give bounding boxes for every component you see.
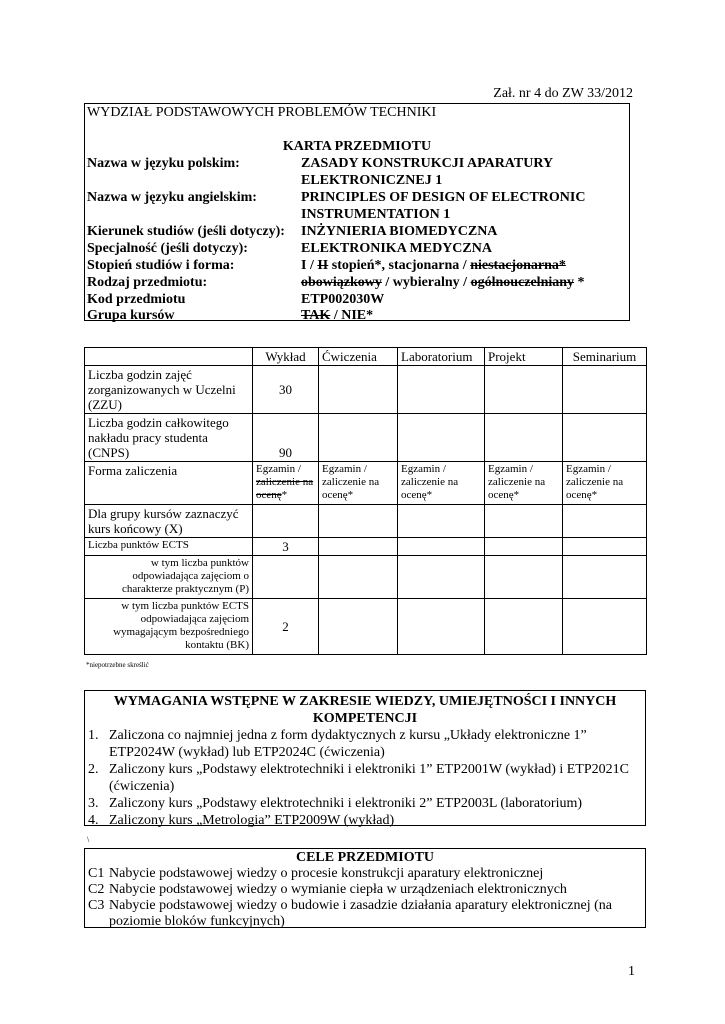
table-cell	[563, 599, 647, 655]
course-group-label: Grupa kursów	[87, 308, 175, 323]
list-item	[85, 812, 635, 829]
level-mode: stopień*, stacjonarna /	[328, 258, 471, 273]
prerequisites-box	[84, 690, 646, 826]
card-title: KARTA PRZEDMIOTU	[282, 139, 432, 154]
direct-contact-points-value: 2	[253, 599, 319, 655]
final-course-label: Dla grupy kursów zaznaczyć kurs końcowy (X)	[85, 505, 253, 538]
prerequisite-text: Zaliczony kurs „Podstawy elektrotechniki i elektroniki 1” ETP2001W (wykład) i ETP2021C (ćwiczenia)	[109, 762, 629, 794]
table-cell	[253, 505, 319, 538]
direct-contact-points-label: w tym liczba punktów ECTS odpowiadająca zajęciom wymagającym bezpośredniego kontaktu (BK)	[85, 599, 253, 655]
ects-label: Liczba punktów ECTS	[85, 538, 253, 556]
table-cell	[485, 556, 563, 599]
specialty-label: Specjalność (jeśli dotyczy):	[87, 241, 248, 256]
prerequisite-text: Zaliczony kurs „Podstawy elektrotechniki i elektroniki 2” ETP2003L (laboratorium)	[109, 796, 583, 811]
assessment-form-exercises: Egzamin / zaliczenie na ocenę*	[319, 462, 398, 505]
goal-text: Nabycie podstawowej wiedzy o budowie i zasadzie działania aparatury elektronicznej (na poziomie bloków funkcyjnych)	[109, 898, 613, 929]
list-item	[85, 795, 635, 812]
list-number: 1.	[88, 728, 99, 743]
field-label: Kierunek studiów (jeśli dotyczy):	[87, 224, 285, 239]
course-card-box	[84, 103, 630, 321]
table-cell	[485, 599, 563, 655]
table-cell	[398, 599, 485, 655]
table-cell	[398, 538, 485, 556]
level-value	[301, 257, 566, 274]
assessment-form-lecture	[253, 462, 319, 505]
table-cell	[563, 505, 647, 538]
name-en-label: Nazwa w języku angielskim:	[87, 190, 257, 205]
table-row	[85, 538, 647, 556]
group-yes-struck: TAK	[301, 308, 331, 323]
prerequisite-text: Zaliczona co najmniej jedna z form dydaktycznych z kursu „Układy elektroniczne 1” ETP2024W (wykład) lub ETP2024C (ćwiczenia)	[109, 728, 587, 760]
course-group-value	[301, 307, 373, 324]
zzu-label: Liczba godzin zajęć zorganizowanych w Uczelni (ZZU)	[85, 366, 253, 414]
table-row	[85, 414, 647, 462]
table-cell	[398, 556, 485, 599]
name-pl-line2: ELEKTRONICZNEJ 1	[301, 173, 443, 188]
table-cell	[319, 599, 398, 655]
type-elective: / wybieralny /	[381, 275, 471, 290]
table-cell	[319, 366, 398, 414]
form-exam: Egzamin /	[256, 463, 301, 475]
table-cell	[253, 556, 319, 599]
list-number: 2.	[88, 762, 99, 777]
ects-value: 3	[253, 538, 319, 556]
header-empty-cell	[85, 348, 253, 366]
table-header-row	[85, 348, 647, 366]
type-mandatory-struck: obowiązkowy	[301, 275, 382, 290]
assessment-form-project: Egzamin / zaliczenie na ocenę*	[485, 462, 563, 505]
course-type-value	[301, 274, 585, 291]
goals-box	[84, 848, 646, 928]
goal-text: Nabycie podstawowej wiedzy o wymianie ciepła w urządzeniach elektronicznych	[109, 882, 567, 897]
page-number: 1	[628, 964, 635, 979]
list-number: 3.	[88, 796, 99, 811]
table-cell	[563, 414, 647, 462]
name-pl-line1: ZASADY KONSTRUKCJI APARATURY	[301, 156, 554, 171]
practical-points-label: w tym liczba punktów odpowiadająca zajęciom o charakterze praktycznym (P)	[85, 556, 253, 599]
course-code-label: Kod przedmiotu	[87, 292, 186, 307]
list-item	[85, 727, 635, 761]
type-university-struck: ogólnouczelniany	[470, 275, 575, 290]
zzu-lecture-value: 30	[253, 366, 319, 414]
form-star: *	[281, 489, 288, 501]
header-laboratory: Laboratorium	[398, 348, 485, 366]
assessment-form-seminar: Egzamin / zaliczenie na ocenę*	[563, 462, 647, 505]
table-cell	[563, 366, 647, 414]
type-star: *	[574, 275, 585, 290]
field-value: INŻYNIERIA BIOMEDYCZNA	[301, 224, 498, 239]
table-row	[85, 505, 647, 538]
table-row	[85, 366, 647, 414]
hours-table	[84, 347, 647, 655]
goals-title: CELE PRZEDMIOTU	[295, 850, 435, 865]
table-cell	[398, 505, 485, 538]
specialty-value: ELEKTRONIKA MEDYCZNA	[301, 241, 492, 256]
table-cell	[319, 505, 398, 538]
name-en-line2: INSTRUMENTATION 1	[301, 207, 451, 222]
list-item	[85, 882, 639, 898]
table-cell	[485, 505, 563, 538]
goal-code: C1	[88, 866, 105, 881]
table-cell	[319, 556, 398, 599]
faculty-name: WYDZIAŁ PODSTAWOWYCH PROBLEMÓW TECHNIKI	[87, 105, 437, 120]
prerequisites-title: WYMAGANIA WSTĘPNE W ZAKRESIE WIEDZY, UMIEJĘTNOŚCI I INNYCH KOMPETENCJI	[113, 694, 617, 726]
table-cell	[319, 538, 398, 556]
table-row	[85, 599, 647, 655]
list-item	[85, 898, 639, 930]
level-label: Stopień studiów i forma:	[87, 258, 235, 273]
level-first: I /	[301, 258, 318, 273]
table-cell	[485, 414, 563, 462]
course-code-value: ETP002030W	[301, 292, 385, 307]
name-en-line1: PRINCIPLES OF DESIGN OF ELECTRONIC	[301, 190, 586, 205]
table-cell	[563, 556, 647, 599]
table-row	[85, 556, 647, 599]
form-credit-struck: zaliczenie na ocenę	[256, 476, 314, 501]
level-parttime-struck: niestacjonarna*	[470, 258, 566, 273]
level-second-struck: II	[317, 258, 329, 273]
header-project: Projekt	[485, 348, 563, 366]
goal-text: Nabycie podstawowej wiedzy o procesie konstrukcji aparatury elektronicznej	[109, 866, 544, 881]
name-pl-label: Nazwa w języku polskim:	[87, 156, 240, 171]
table-cell	[319, 414, 398, 462]
header-lecture: Wykład	[253, 348, 319, 366]
table-cell	[398, 414, 485, 462]
header-exercises: Ćwiczenia	[319, 348, 398, 366]
cnps-lecture-value: 90	[253, 414, 319, 462]
footnote: *niepotrzebne skreślić	[86, 661, 149, 669]
assessment-form-label: Forma zaliczenia	[85, 462, 253, 505]
goal-code: C3	[88, 898, 105, 913]
prerequisite-text: Zaliczony kurs „Metrologia” ETP2009W (wykład)	[109, 813, 395, 828]
list-number: 4.	[88, 813, 99, 828]
table-cell	[398, 366, 485, 414]
table-cell	[563, 538, 647, 556]
table-cell	[485, 538, 563, 556]
list-item	[85, 866, 639, 882]
assessment-form-laboratory: Egzamin / zaliczenie na ocenę*	[398, 462, 485, 505]
list-item	[85, 761, 635, 795]
attachment-reference: Zał. nr 4 do ZW 33/2012	[493, 86, 633, 101]
header-seminar: Seminarium	[563, 348, 647, 366]
course-type-label: Rodzaj przedmiotu:	[87, 275, 208, 290]
cnps-label: Liczba godzin całkowitego nakładu pracy studenta (CNPS)	[85, 414, 253, 462]
goal-code: C2	[88, 882, 105, 897]
table-row	[85, 462, 647, 505]
table-cell	[485, 366, 563, 414]
group-no: / NIE*	[330, 308, 374, 323]
separator-mark: \	[87, 835, 90, 844]
